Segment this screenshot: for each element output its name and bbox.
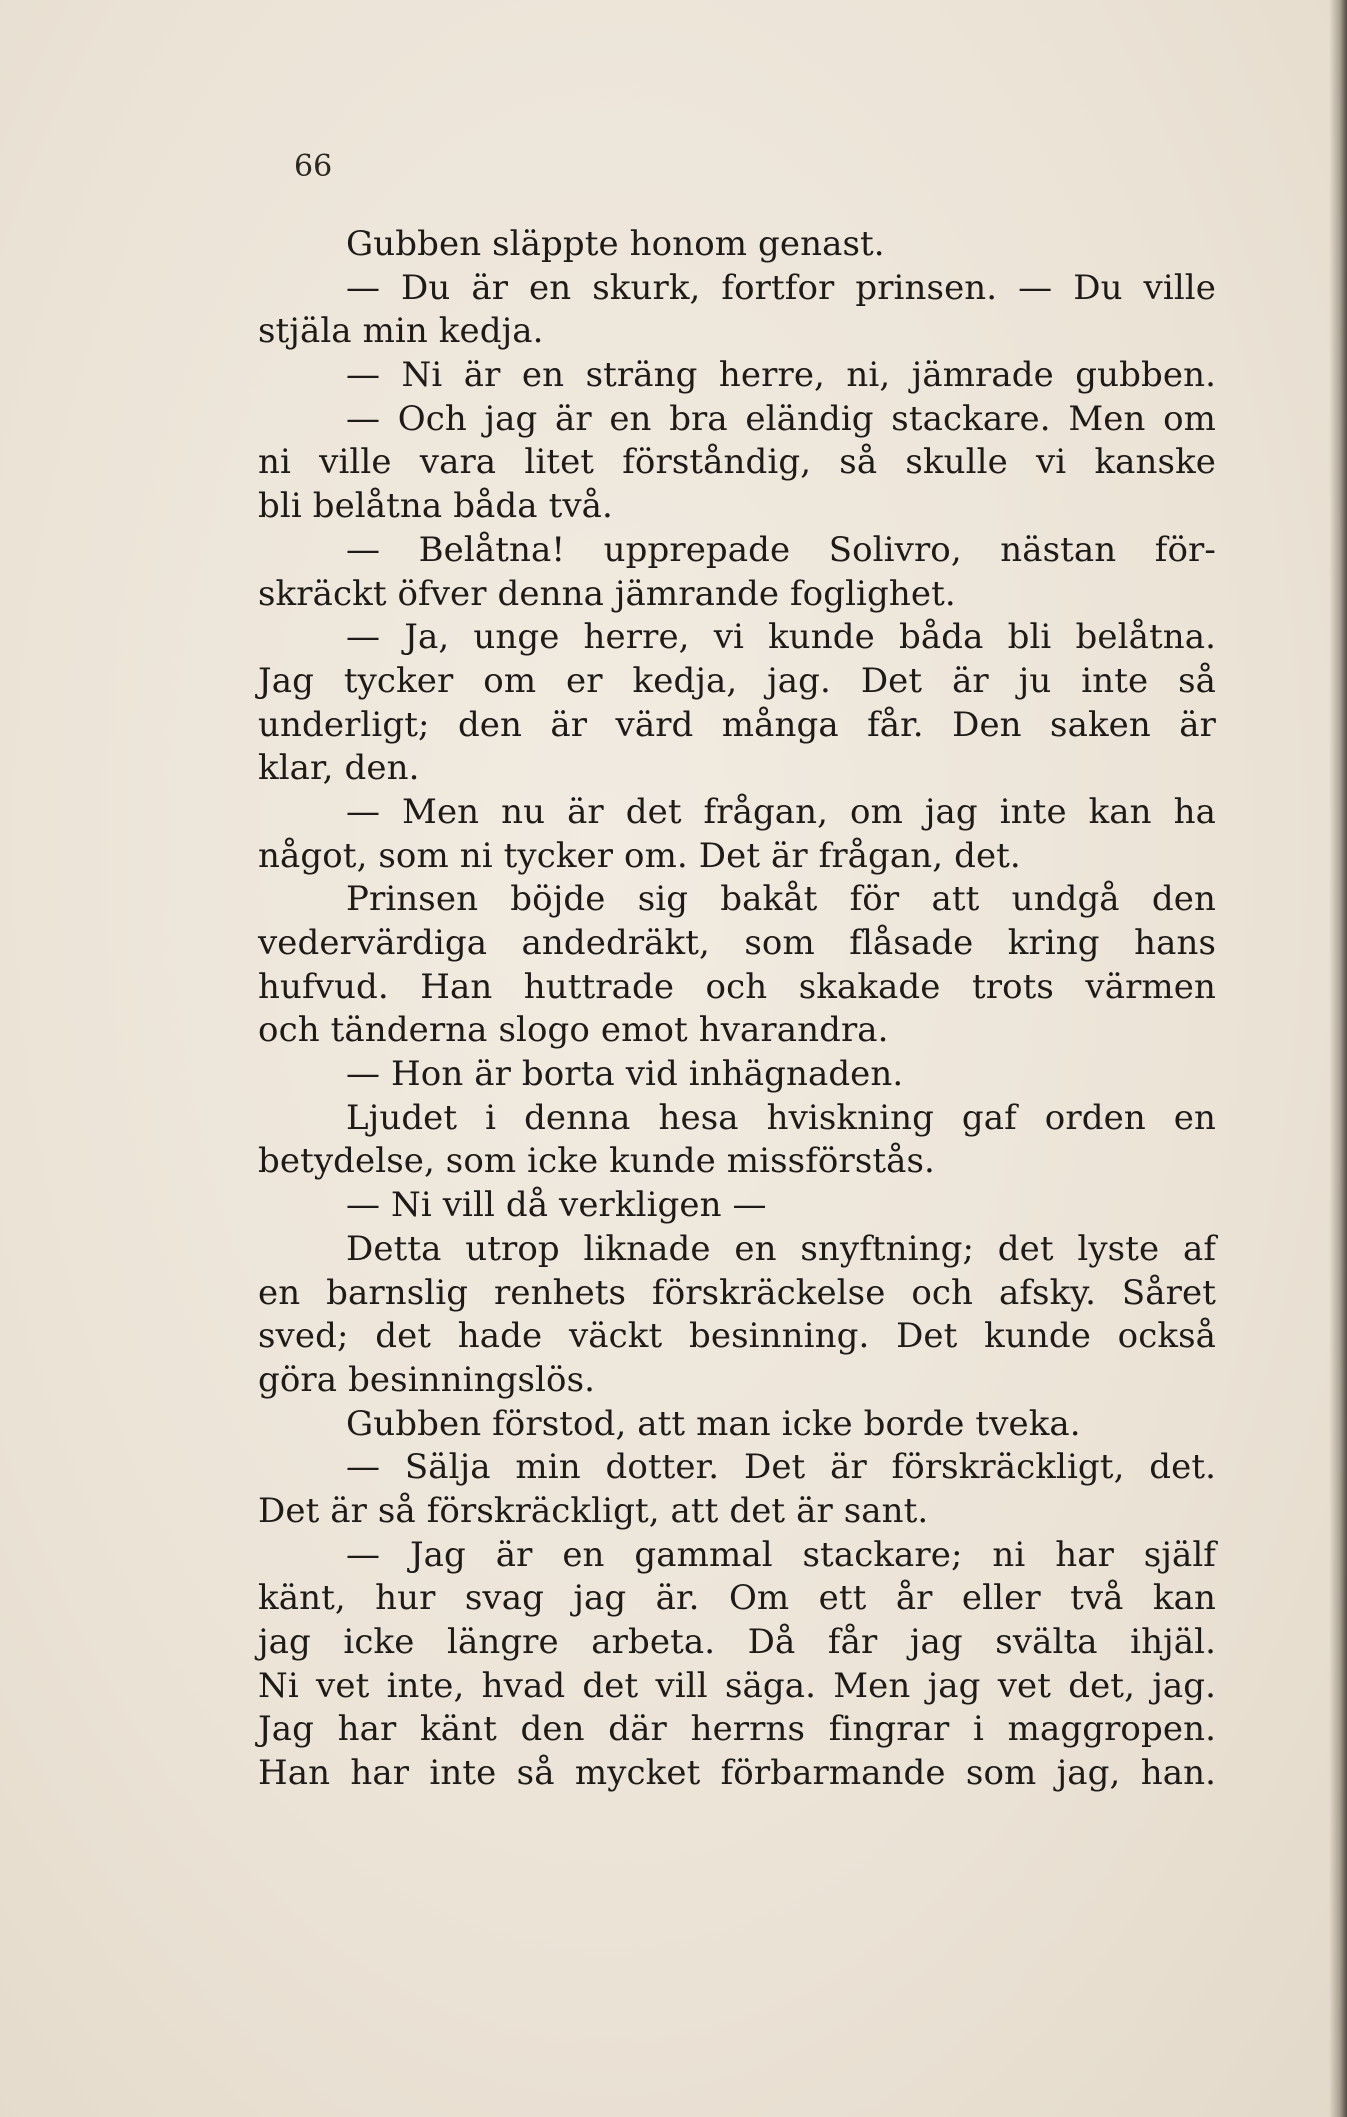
- text-line: — Du är en skurk, fortfor prinsen. — Du ville: [346, 267, 1216, 308]
- text-line: Jag har känt den där herrns fingrar i maggropen.: [258, 1709, 1216, 1750]
- text-line: Det är så förskräckligt, att det är sant.: [258, 1490, 929, 1531]
- text-line: underligt; den är värd många får. Den saken är: [258, 704, 1216, 745]
- text-line: känt, hur svag jag är. Om ett år eller två kan: [258, 1578, 1216, 1619]
- text-line: Detta utrop liknade en snyftning; det lyste af: [346, 1228, 1216, 1269]
- text-line: — Ja, unge herre, vi kunde båda bli belåtna.: [346, 617, 1216, 658]
- text-line: — Ni är en sträng herre, ni, jämrade gubben.: [346, 355, 1216, 396]
- text-line: hufvud. Han huttrade och skakade trots värmen: [258, 966, 1216, 1007]
- text-line: Jag tycker om er kedja, jag. Det är ju inte så: [258, 660, 1216, 701]
- page-edge-shadow: [1329, 0, 1347, 2117]
- text-line: bli belåtna båda två.: [258, 486, 613, 527]
- text-line: något, som ni tycker om. Det är frågan, det.: [258, 835, 1021, 876]
- text-line: — Och jag är en bra eländig stackare. Men om: [346, 398, 1216, 439]
- page-number: 66: [294, 149, 333, 184]
- text-line: och tänderna slogo emot hvarandra.: [258, 1010, 889, 1051]
- text-line: Gubben släppte honom genast.: [346, 224, 885, 264]
- text-line: Han har inte så mycket förbarmande som jag, han.: [258, 1753, 1216, 1794]
- text-line: skräckt öfver denna jämrande foglighet.: [258, 573, 956, 614]
- text-line: jag icke längre arbeta. Då får jag svälta ihjäl.: [258, 1622, 1216, 1662]
- text-line: stjäla min kedja.: [258, 311, 544, 352]
- text-line: Ni vet inte, hvad det vill säga. Men jag vet det, jag.: [258, 1665, 1216, 1706]
- text-line: Prinsen böjde sig bakåt för att undgå den: [346, 879, 1216, 920]
- text-line: klar, den.: [258, 748, 420, 789]
- body-text: [258, 223, 1216, 1796]
- text-line: — Hon är borta vid inhägnaden.: [346, 1054, 904, 1095]
- text-line: — Belåtna! upprepade Solivro, nästan för-: [346, 529, 1216, 570]
- text-line: en barnslig renhets förskräckelse och afsky. Såret: [258, 1272, 1216, 1313]
- text-line: — Ni vill då verkligen —: [346, 1185, 767, 1226]
- text-line: Gubben förstod, att man icke borde tveka.: [346, 1403, 1081, 1444]
- text-line: — Men nu är det frågan, om jag inte kan ha: [346, 791, 1216, 832]
- text-line: — Sälja min dotter. Det är förskräckligt, det.: [346, 1447, 1216, 1488]
- text-line: ni ville vara litet förståndig, så skulle vi kanske: [258, 442, 1216, 483]
- text-line: vedervärdiga andedräkt, som flåsade kring hans: [258, 923, 1216, 963]
- text-line: betydelse, som icke kunde missförstås.: [258, 1141, 935, 1182]
- text-line: göra besinningslös.: [258, 1359, 596, 1400]
- text-line: sved; det hade väckt besinning. Det kunde också: [258, 1316, 1216, 1357]
- text-line: — Jag är en gammal stackare; ni har själf: [346, 1534, 1216, 1575]
- text-line: Ljudet i denna hesa hviskning gaf orden en: [346, 1097, 1216, 1138]
